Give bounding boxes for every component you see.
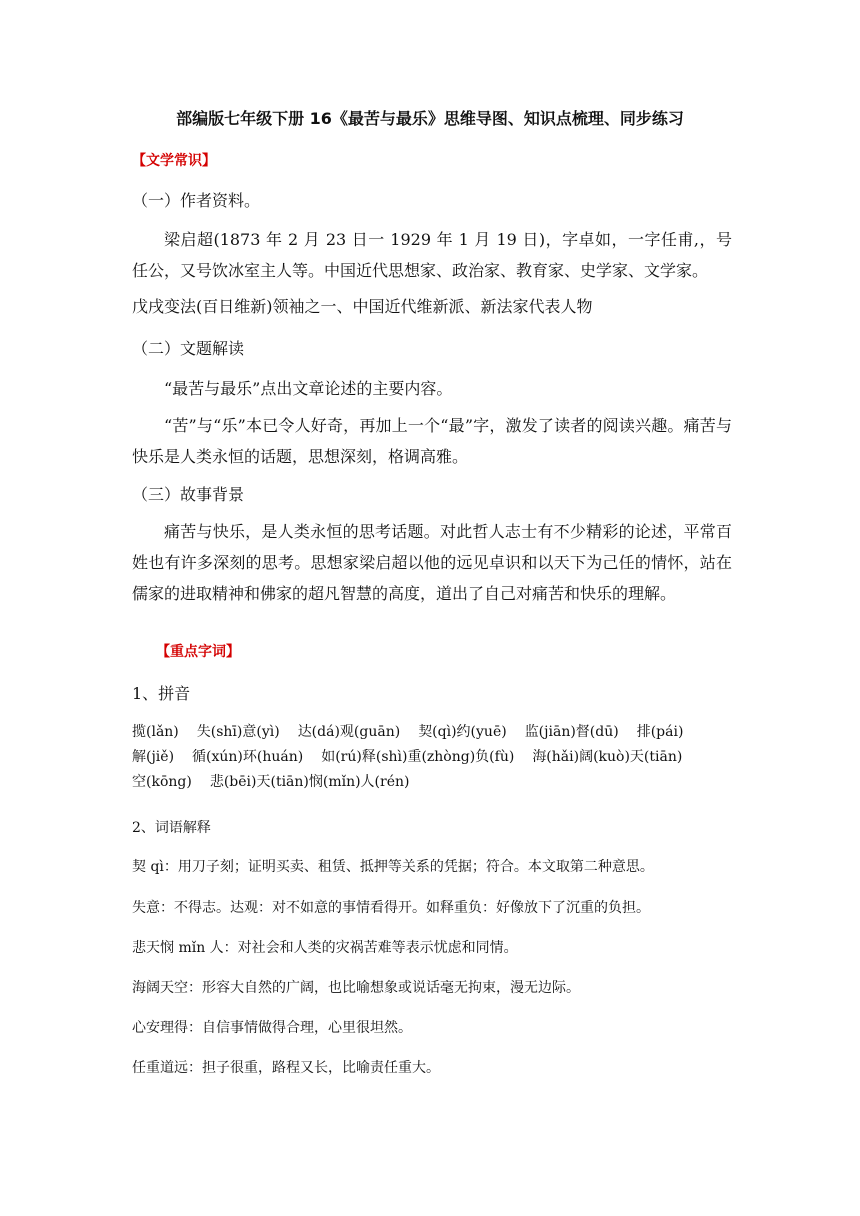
- pinyin-item: 失(shī)意(yì): [196, 724, 280, 740]
- pinyin-heading: 1、拼音: [132, 684, 191, 703]
- pinyin-item: 监(jiān)督(dū): [524, 724, 619, 740]
- pinyin-item: 如(rú)释(shì)重(zhòng)负(fù): [321, 749, 515, 765]
- author-heading: （一）作者资料。: [132, 191, 261, 210]
- author-bio: 梁启超(1873 年 2 月 23 日一 1929 年 1 月 19 日)，字卓如，一字任甫,，号任公，又号饮冰室主人等。中国近代思想家、政治家、教育家、史学家、文学家。: [132, 230, 732, 280]
- vocab-heading: 2、词语解释: [132, 820, 211, 836]
- vocab-item: 契 qì：用刀子刻；证明买卖、租赁、抵押等关系的凭据；符合。本文取第二种意思。: [132, 859, 654, 875]
- pinyin-item: 空(kōng): [132, 774, 192, 790]
- pinyin-item: 达(dá)观(guān): [297, 724, 401, 740]
- pinyin-item: 契(qì)约(yuē): [418, 724, 507, 740]
- vocab-item: 任重道远：担子很重，路程又长，比喻责任重大。: [132, 1060, 440, 1076]
- pinyin-item: 排(pái): [636, 724, 684, 740]
- vocab-item: 悲天悯 mǐn 人：对社会和人类的灾祸苦难等表示忧虑和同情。: [132, 940, 518, 956]
- pinyin-item: 解(jiě): [132, 749, 175, 765]
- pinyin-list: [132, 720, 732, 795]
- title-reading-p1: “最苦与最乐”点出文章论述的主要内容。: [164, 379, 453, 398]
- vocab-item: 海阔天空：形容大自然的广阔，也比喻想象或说话毫无拘束，漫无边际。: [132, 980, 580, 996]
- document-title: 部编版七年级下册 16《最苦与最乐》思维导图、知识点梳理、同步练习: [176, 109, 684, 128]
- background-p1: 痛苦与快乐，是人类永恒的思考话题。对此哲人志士有不少精彩的论述，平常百姓也有许多深刻的思考。思想家梁启超以他的远见卓识和以天下为己任的情怀，站在儒家的进取精神和佛家的超凡智慧的高度，道出了自己对痛苦和快乐的理解。: [132, 522, 732, 603]
- author-bio-line3: 戊戌变法(百日维新)领袖之一、中国近代维新派、新法家代表人物: [132, 297, 593, 316]
- vocab-item: 失意：不得志。达观：对不如意的事情看得开。如释重负：好像放下了沉重的负担。: [132, 900, 650, 916]
- section-heading-literature: 【文学常识】: [132, 153, 216, 169]
- vocab-item: 心安理得：自信事情做得合理，心里很坦然。: [132, 1020, 412, 1036]
- pinyin-item: 海(hǎi)阔(kuò)天(tiān): [532, 749, 683, 765]
- pinyin-item: 揽(lǎn): [132, 724, 179, 740]
- pinyin-item: 循(xún)环(huán): [192, 749, 304, 765]
- title-reading-p2: “苦”与“乐”本已令人好奇，再加上一个“最”字，激发了读者的阅读兴趣。痛苦与快乐是人类永恒的话题，思想深刻，格调高雅。: [132, 416, 732, 466]
- pinyin-item: 悲(bēi)天(tiān)悯(mǐn)人(rén): [209, 774, 410, 790]
- title-reading-heading: （二）文题解读: [132, 339, 245, 358]
- background-heading: （三）故事背景: [132, 485, 245, 504]
- section-heading-key-words: 【重点字词】: [156, 644, 240, 660]
